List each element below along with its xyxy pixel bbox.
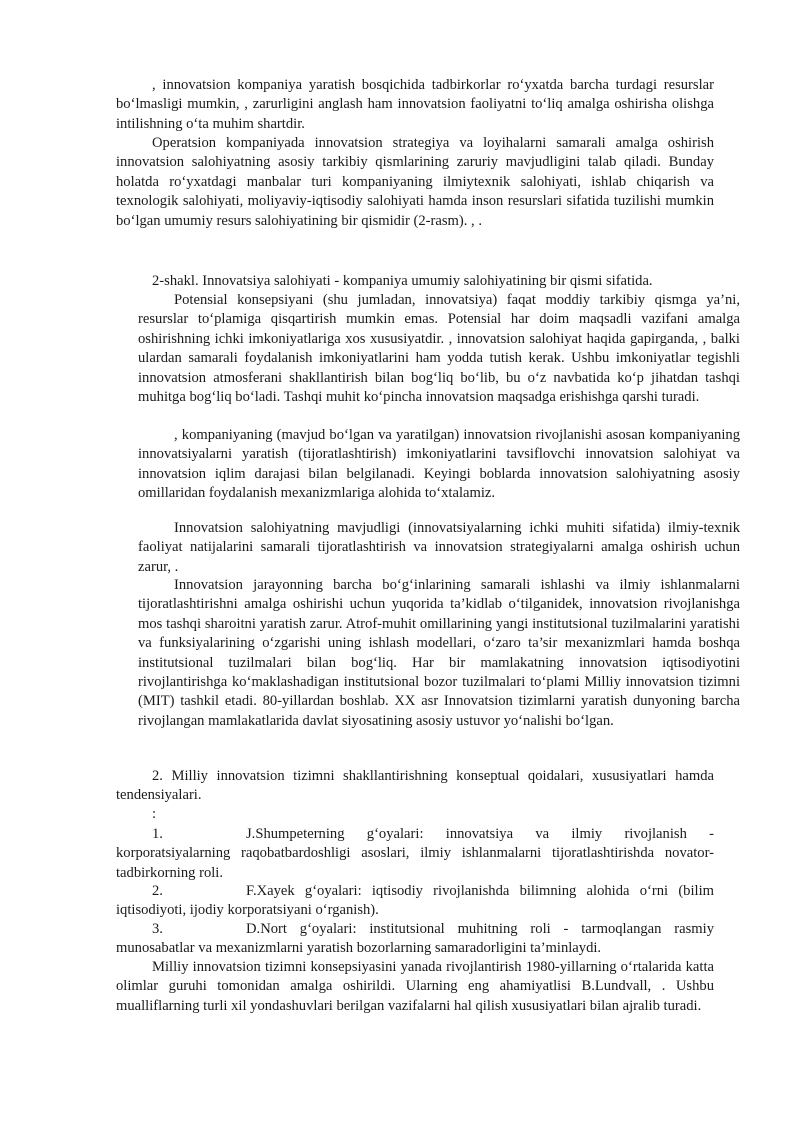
list-item-rest: iqtisodiyoti, ijodiy korporatsiyani o‘rganish).	[116, 902, 379, 919]
list-item	[116, 920, 714, 959]
list-item-rest: korporatsiyalarning raqobatbardoshligi asoslari, ilmiy ishlanmalarni tijoratlashtirishda novator-tadbirkorning roli.	[116, 845, 714, 881]
list-item	[116, 825, 714, 883]
list-item-lead: J.Shumpeterning g‘oyalari: innovatsiya va ilmiy rivojlanish -	[246, 826, 714, 842]
paragraph-company-development: , kompaniyaning (mavjud bo‘lgan va yaratilgan) innovatsion rivojlanishi asosan kompaniyaning innovatsiyalarni yaratish (tijoratlashtirish) imkoniyatlarini tavsiflovchi innovatsion salohiyat va innovatsion iqlim darajasi bilan belgilanadi. Keyingi boblarda innovatsion salohiyatning asosiy omillaridan foydalanish mexanizmlariga alohida to‘xtalamiz.	[138, 427, 740, 502]
paragraph-innovation-presence: Innovatsion salohiyatning mavjudligi (innovatsiyalarning ichki muhiti sifatida) ilmiy-texnik faoliyat natijalarini samarali tijoratlashtirish va innovatsion strategiyalarni amalga oshirish uchun zarur, .	[138, 520, 740, 575]
colon-line: :	[152, 806, 157, 822]
list-item	[116, 882, 714, 921]
list-item-lead: D.Nort g‘oyalari: institutsional muhitning roli - tarmoqlangan rasmiy	[246, 921, 714, 937]
paragraph-innovation-process: Innovatsion jarayonning barcha bo‘g‘inlarining samarali ishlashi va ilmiy ishlanmalarni tijoratlashtirishni amalga oshirishi uchun yuqorida ta’kidlab o‘tilganidek, innovatsion rivojlanishga mos tashqi sharoitni yaratish zarur. Atrof-muhit omillarining yangi institutsional tuzilmalarini yaratishi va funksiyalarining o‘zgarishi uning ishlash modellari, o‘zaro ta’sir mexanizmlari hamda boshqa institutsional tuzilmalari bilan bog‘liq. Har bir mamlakatning innovatsion iqtisodiyotini rivojlantirishga ko‘maklashadigan institutsional bozor tuzilmalari to‘plami Milliy innovatsion tizimni (MIT) tashkil etadi. 80-yillardan boshlab. XX asr Innovatsion tizimlarni yaratish dunyoning barcha rivojlangan mamlakatlarida davlat siyosatining asosiy ustuvor yo‘nalishi bo‘lgan.	[138, 577, 740, 729]
list-item-rest: munosabatlar va mexanizmlarni yaratish bozorlarning samaradorligini ta’minlaydi.	[116, 940, 602, 957]
paragraph-operational: Operatsion kompaniyada innovatsion strategiya va loyihalarni samarali amalga oshirish innovatsion salohiyatning asosiy tarkibiy qismlarining zaruriy mavjudligini talab qiladi. Bunday holatda ro‘yxatdagi manbalar turi kompaniyaning ilmiytexnik salohiyati, ishlab chiqarish va texnologik salohiyati, moliyaviy-iqtisodiy salohiyati hamda inson resurslari sifatida tuzilishi mumkin bo‘lgan umumiy resurs salohiyatining bir qismidir (2-rasm). , .	[116, 135, 714, 229]
list-item-number: 3.	[152, 921, 163, 937]
section-heading-2: 2. Milliy innovatsion tizimni shakllantirishning konseptual qoidalari, xususiyatlari hamda tendensiyalari.	[116, 768, 714, 804]
figure-caption: 2-shakl. Innovatsiya salohiyati - kompaniya umumiy salohiyatining bir qismi sifatida.	[152, 273, 653, 289]
list-item-lead: F.Xayek g‘oyalari: iqtisodiy rivojlanishda bilimning alohida o‘rni (bilim	[246, 883, 714, 899]
list-item-number: 2.	[152, 883, 163, 899]
paragraph-final: Milliy innovatsion tizimni konsepsiyasini yanada rivojlantirish 1980-yillarning o‘rtalarida katta olimlar guruhi tomonidan amalga oshirildi. Ularning eng ahamiyatlisi B.Lundvall, . Ushbu mualliflarning turli xil yondashuvlari berilgan vazifalarni hal qilish xususiyatlari bilan ajralib turadi.	[116, 959, 714, 1014]
paragraph-potential: Potensial konsepsiyani (shu jumladan, innovatsiya) faqat moddiy tarkibiy qismga ya’ni, resurslar to‘plamiga qisqartirish mumkin emas. Potensial har doim maqsadli vazifani amalga oshirishning ichki imkoniyatlariga xos xususiyatdir. , innovatsion salohiyat haqida gapirganda, , balki ulardan samarali foydalanish imkoniyatlarini ham yodda tutish kerak. Ushbu imkoniyatlar tegishli innovatsion atmosferani shakllantirish bilan bog‘liq bo‘lib, bu o‘z navbatida ko‘p jihatdan tashqi muhitga bog‘liq bo‘ladi. Tashqi muhit ko‘pincha innovatsion maqsadga erishishga qarshi turadi.	[138, 292, 740, 406]
list-item-number: 1.	[152, 826, 163, 842]
paragraph-intro: , innovatsion kompaniya yaratish bosqichida tadbirkorlar ro‘yxatda barcha turdagi resurslar bo‘lmasligi mumkin, , zarurligini anglash ham innovatsion faoliyatni to‘liq amalga oshirisha olishga intilishning o‘ta muhim shartdir.	[116, 77, 714, 132]
